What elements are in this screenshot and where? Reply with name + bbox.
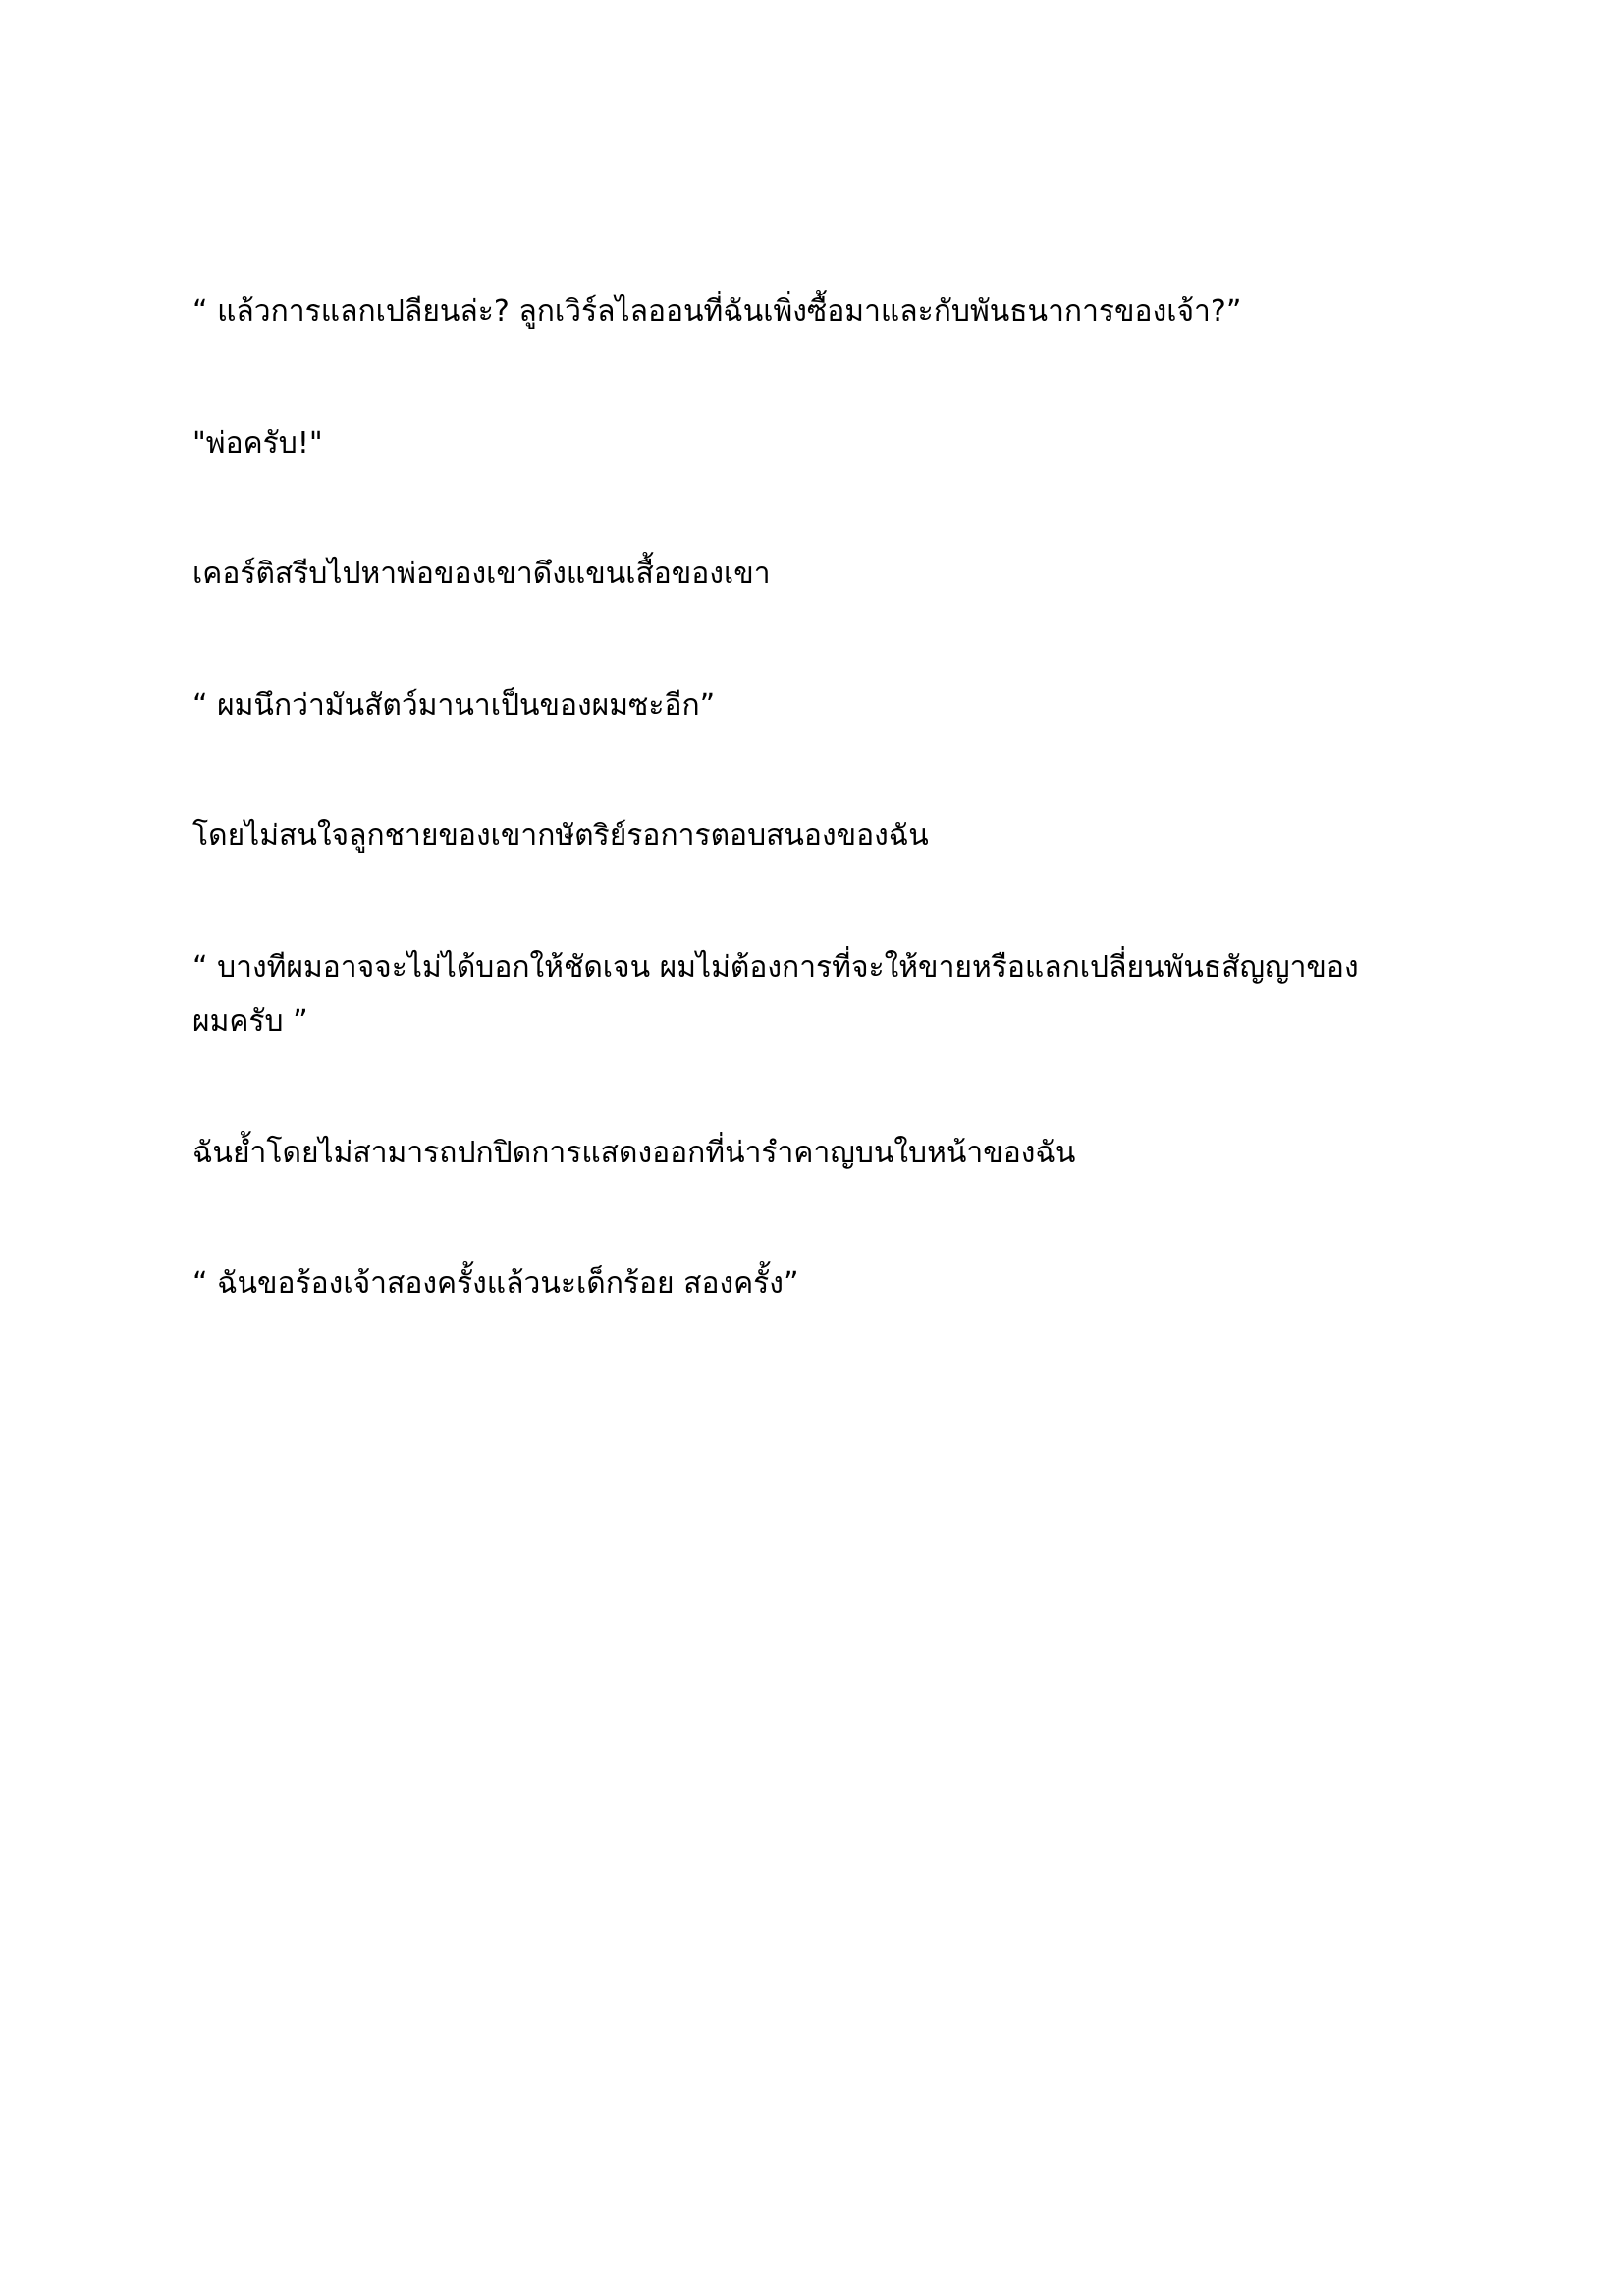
paragraph: เคอร์ติสรีบไปหาพ่อของเขาดึงแขนเสื้อของเขา xyxy=(192,557,771,591)
paragraph: “ ผมนึกว่ามันสัตว์มานาเป็นของผมซะอีก” xyxy=(192,687,716,722)
paragraph: "พ่อครับ!" xyxy=(192,425,323,460)
paragraph: โดยไม่สนใจลูกชายของเขากษัตริย์รอการตอบสนองของฉัน xyxy=(192,819,929,853)
document-body xyxy=(192,285,1376,1311)
paragraph: “ ฉันขอร้องเจ้าสองครั้งแล้วนะเด็กร้อย สองครั้ง” xyxy=(192,1266,799,1301)
paragraph: “ บางทีผมอาจจะไม่ได้บอกให้ชัดเจน ผมไม่ต้องการที่จะให้ขายหรือแลกเปลี่ยนพันธสัญญาของผมครับ ” xyxy=(192,949,1359,1039)
paragraph: ฉันย้ำโดยไม่สามารถปกปิดการแสดงออกที่น่ารำคาญบนใบหน้าของฉัน xyxy=(192,1135,1076,1170)
paragraph: “ แล้วการแลกเปลียนล่ะ? ลูกเวิร์ลไลออนที่ฉันเพิ่งซื้อมาและกับพันธนาการของเจ้า?” xyxy=(192,294,1242,329)
